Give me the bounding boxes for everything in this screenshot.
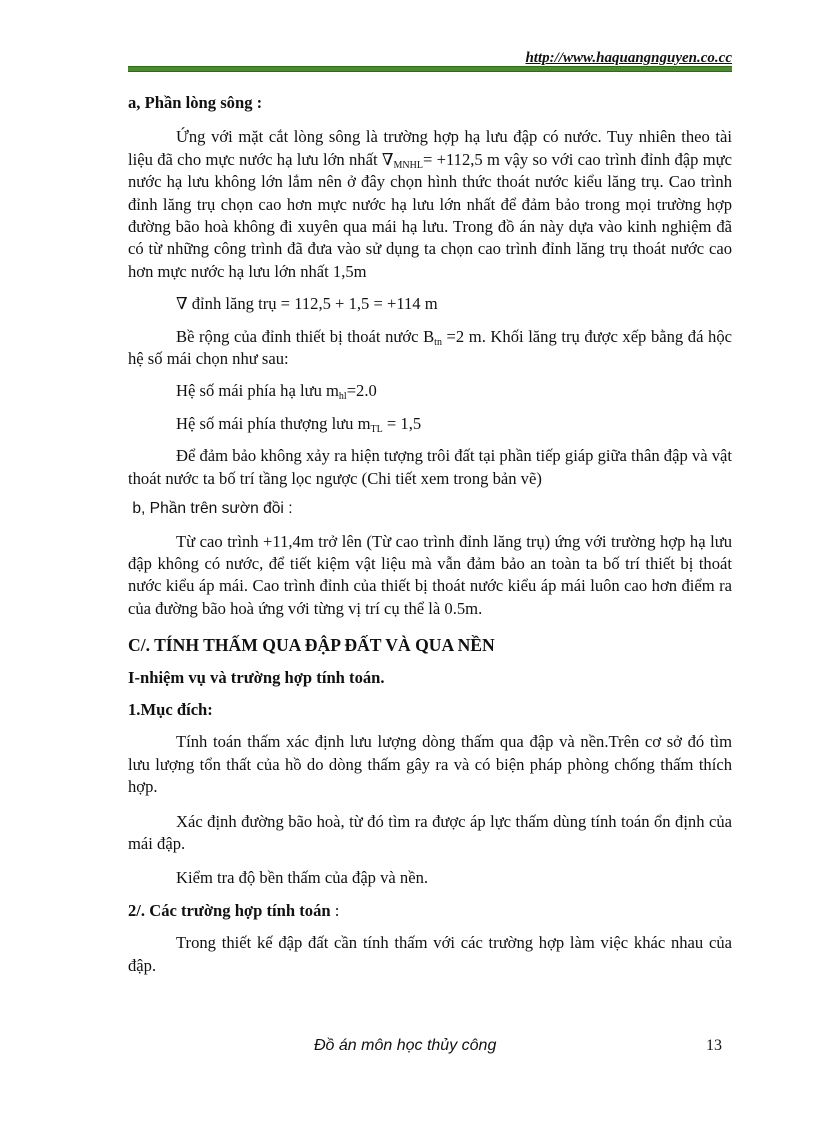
header-rule <box>128 66 732 72</box>
section-a-paragraph-5: Để đảm bảo không xảy ra hiện tượng trôi đất tại phần tiếp giáp giữa thân đập và vật thoát nước ta bố trí tầng lọc ngược (Chi tiết xem trong bản vẽ) <box>128 446 732 488</box>
formula-line: ∇ đỉnh lăng trụ = 112,5 + 1,5 = +114 m <box>176 294 438 314</box>
section-c-paragraph-2: Xác định đường bão hoà, từ đó tìm ra được áp lực thấm dùng tính toán ổn định của mái đập. <box>128 811 732 853</box>
slope-downstream: Hệ số mái phía hạ lưu $m_{hl}=2.0$ <box>176 381 377 403</box>
section-c-paragraph-3: Kiểm tra độ bền thấm của đập và nền. <box>176 868 429 888</box>
section-b-paragraph-1: Từ cao trình +11,4m trở lên (Từ cao trình đỉnh lăng trụ) ứng với trường hợp hạ lưu đập không có nước, để tiết kiệm vật liệu mà vẫn đảm bảo an toàn ta bố trí thiết bị thoát nước kiểu áp mái. Cao trình đỉnh của thiết bị thoát nước kiểu áp mái luôn cao hơn điểm ra của đường bão hoà ứng với từng vị trí cụ thể là 0.5m. <box>128 531 732 618</box>
section-a-heading: a, Phần lòng sông : <box>128 93 263 112</box>
section-b-heading: b, Phần trên sườn đồi : <box>128 500 293 518</box>
section-c-subheading-3: 2/. Các trường hợp tính toán : <box>128 900 340 920</box>
section-c-paragraph-4: Trong thiết kế đập đất cần tính thấm với các trường hợp làm việc khác nhau của đập. <box>128 933 732 975</box>
section-c-subheading-2: 1.Mục đích: <box>128 699 213 719</box>
page-number: 13 <box>706 1037 722 1054</box>
section-a-paragraph-1: Ứng với mặt cắt lòng sông là trường hợp hạ lưu đập có nước. Tuy nhiên theo tài liệu đã cho mực nước hạ lưu lớn nhất $\nabla_{MNHL}= +112,5$ m vậy so với cao trình đỉnh đập mực nước hạ lưu không lớn lắm nên ở đây chọn hình thức thoát nước kiểu lăng trụ. Cao trình đỉnh lăng trụ chọn cao hơn mực nước hạ lưu lớn nhất để đảm bảo trong mọi trường hợp đường bão hoà không đi xuyên qua mái hạ lưu. Trong đồ án này dựa vào kinh nghiệm đã có từ những công trình đã đưa vào sử dụng ta chọn cao trình đỉnh lăng trụ thoát nước cao hơn mực nước hạ lưu lớn nhất 1,5m <box>128 127 732 281</box>
page-body <box>128 92 732 977</box>
section-c-paragraph-1: Tính toán thấm xác định lưu lượng dòng thấm qua đập và nền.Trên cơ sở đó tìm lưu lượng tổn thất của hồ do dòng thấm gây ra và có biện pháp phòng chống thấm thích hợp. <box>128 732 732 797</box>
slope-upstream: Hệ số mái phía thượng lưu $m_{TL} = 1,5$ <box>176 413 422 435</box>
section-c-subheading-1: I-nhiệm vụ và trường hợp tính toán. <box>128 667 385 687</box>
footer-title: Đồ án môn học thủy công <box>314 1037 497 1054</box>
section-a-paragraph-2: Bề rộng của đỉnh thiết bị thoát nước $B_{tn} =2$ m. Khối lăng trụ được xếp bằng đá hộc hệ số mái chọn như sau: <box>128 326 732 369</box>
header-url-link[interactable]: http://www.haquangnguyen.co.cc <box>525 50 732 66</box>
section-c-heading: C/. TÍNH THẤM QUA ĐẬP ĐẤT VÀ QUA NỀN <box>128 635 495 656</box>
